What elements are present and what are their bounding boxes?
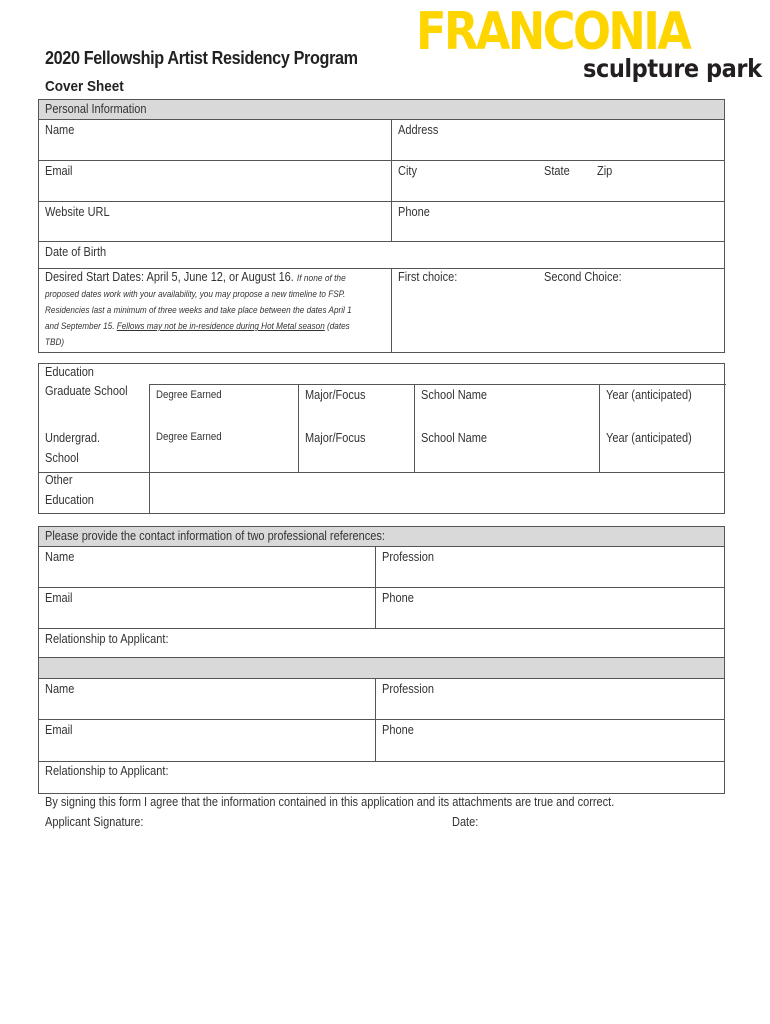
- website-label: Website URL: [45, 205, 110, 219]
- grad-school-name-label: School Name: [421, 388, 488, 402]
- dob-label: Date of Birth: [45, 245, 107, 259]
- undergrad-school-name-label: School Name: [421, 431, 488, 445]
- address-label: Address: [398, 123, 439, 137]
- ref1-profession-field[interactable]: [375, 547, 726, 587]
- start-dates-note-line-3: Residencies last a minimum of three weeks and take place between the dates April 1: [45, 305, 352, 316]
- dob-row: [39, 242, 724, 269]
- undergrad-year-label: Year (anticipated): [606, 431, 692, 445]
- name-label: Name: [45, 123, 75, 137]
- zip-label: Zip: [597, 164, 613, 178]
- grad-year-label: Year (anticipated): [606, 388, 692, 402]
- ref2-name-label: Name: [45, 682, 75, 696]
- state-field[interactable]: [538, 161, 591, 201]
- ref1-email-row: [39, 588, 724, 629]
- ref1-phone-label: Phone: [382, 591, 414, 605]
- grad-major-field[interactable]: [298, 384, 414, 433]
- start-dates-label: Desired Start Dates: April 5, June 12, or August 16. If none of the: [45, 270, 346, 284]
- references-section: [38, 526, 725, 794]
- grad-school-label-cell: [39, 384, 149, 433]
- ref2-name-field[interactable]: [39, 679, 375, 719]
- start-dates-note-line-2: proposed dates work with your availability, you may propose a new timeline to FSP.: [45, 289, 346, 300]
- ref2-email-field[interactable]: [39, 720, 375, 761]
- undergrad-label-1: Undergrad.: [45, 431, 101, 445]
- second-choice-label: Second Choice:: [544, 270, 622, 284]
- undergrad-label-cell: [39, 433, 149, 472]
- ref2-header-band: [39, 658, 724, 679]
- hot-metal-note: Fellows may not be in-residence during Hot Metal season: [116, 321, 325, 332]
- undergrad-label-2: School: [45, 451, 79, 465]
- grad-degree-field[interactable]: [149, 384, 298, 433]
- personal-info-heading: Personal Information: [45, 102, 147, 116]
- undergrad-major-field[interactable]: [298, 433, 414, 472]
- personal-info-header: [39, 100, 724, 120]
- ref1-name-row: [39, 547, 724, 588]
- website-phone-row: [39, 202, 724, 242]
- ref2-relationship-row[interactable]: [39, 762, 724, 794]
- state-label: State: [544, 164, 570, 178]
- start-dates-note-line-4: and September 15. Fellows may not be in-residence during Hot Metal season (dates: [45, 321, 350, 332]
- other-education-label-1: Other: [45, 473, 73, 487]
- other-education-label-2: Education: [45, 493, 94, 507]
- education-heading: Education: [45, 365, 94, 379]
- ref2-profession-label: Profession: [382, 682, 434, 696]
- name-address-row: [39, 120, 724, 161]
- grad-degree-label: Degree Earned: [156, 389, 222, 401]
- website-field[interactable]: [39, 202, 391, 241]
- undergrad-year-field[interactable]: [599, 433, 726, 472]
- ref2-profession-field[interactable]: [375, 679, 726, 719]
- ref1-email-label: Email: [45, 591, 73, 605]
- ref1-email-field[interactable]: [39, 588, 375, 628]
- logo-wordmark: FRANCONIA: [416, 2, 690, 62]
- ref2-relationship-label: Relationship to Applicant:: [45, 764, 169, 778]
- grad-school-row: [39, 384, 724, 433]
- ref1-relationship-row[interactable]: [39, 629, 724, 658]
- ref1-relationship-label: Relationship to Applicant:: [45, 632, 169, 646]
- other-education-field[interactable]: [149, 473, 726, 514]
- undergrad-major-label: Major/Focus: [305, 431, 366, 445]
- ref1-name-label: Name: [45, 550, 75, 564]
- ref2-name-row: [39, 679, 724, 720]
- phone-label: Phone: [398, 205, 430, 219]
- signature-label: Applicant Signature:: [45, 815, 144, 829]
- dob-field[interactable]: [39, 242, 726, 268]
- grad-school-label: Graduate School: [45, 384, 128, 398]
- phone-field[interactable]: [391, 202, 726, 241]
- personal-info-section: [38, 99, 725, 353]
- education-header-row: [39, 364, 724, 384]
- ref1-name-field[interactable]: [39, 547, 375, 587]
- city-field[interactable]: [391, 161, 538, 201]
- email-city-row: [39, 161, 724, 202]
- references-header: [39, 527, 724, 547]
- ref2-email-row: [39, 720, 724, 762]
- second-choice-field[interactable]: [538, 269, 726, 353]
- ref2-phone-label: Phone: [382, 723, 414, 737]
- other-education-label-cell: [39, 473, 149, 514]
- other-education-row: [39, 473, 724, 514]
- start-dates-note-line-5: TBD): [45, 337, 65, 348]
- education-section: [38, 363, 725, 514]
- date-label: Date:: [452, 815, 479, 829]
- grad-school-name-field[interactable]: [414, 384, 599, 433]
- ref1-profession-label: Profession: [382, 550, 434, 564]
- grad-major-label: Major/Focus: [305, 388, 366, 402]
- undergrad-degree-label: Degree Earned: [156, 431, 222, 443]
- logo-tagline: sculpture park: [583, 54, 762, 83]
- email-label: Email: [45, 164, 73, 178]
- email-field[interactable]: [39, 161, 391, 201]
- ref2-phone-field[interactable]: [375, 720, 726, 761]
- form-title: 2020 Fellowship Artist Residency Program: [45, 48, 358, 68]
- zip-field[interactable]: [591, 161, 726, 201]
- grad-year-field[interactable]: [599, 384, 726, 433]
- name-field[interactable]: [39, 120, 391, 160]
- undergrad-row: [39, 433, 724, 473]
- agreement-text: By signing this form I agree that the information contained in this application and its attachments are true and correct.: [45, 795, 615, 809]
- first-choice-label: First choice:: [398, 270, 458, 284]
- address-field[interactable]: [391, 120, 726, 160]
- start-dates-row: [39, 269, 724, 353]
- undergrad-degree-field[interactable]: [149, 433, 298, 472]
- references-heading: Please provide the contact information of two professional references:: [45, 529, 385, 543]
- city-label: City: [398, 164, 417, 178]
- start-dates-info: [39, 269, 391, 353]
- ref2-email-label: Email: [45, 723, 73, 737]
- undergrad-school-name-field[interactable]: [414, 433, 599, 472]
- first-choice-field[interactable]: [391, 269, 538, 353]
- form-subtitle: Cover Sheet: [45, 78, 124, 95]
- ref1-phone-field[interactable]: [375, 588, 726, 628]
